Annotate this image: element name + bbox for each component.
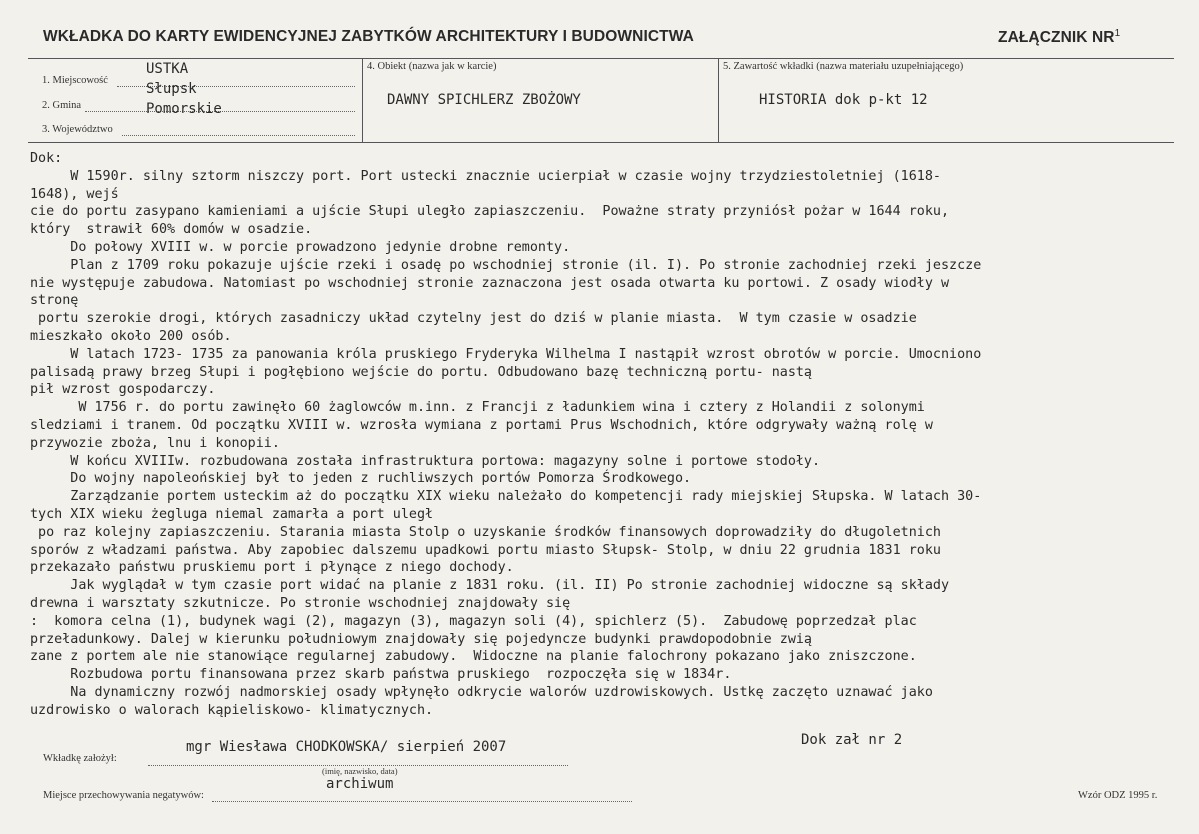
miejsce-dotline xyxy=(212,801,632,802)
zawartosc-label: 5. Zawartość wkładki (nazwa materiału uzupełniającego) xyxy=(723,61,964,72)
miejsce-value: archiwum xyxy=(326,776,394,792)
body-line: pił wzrost gospodarczy. xyxy=(30,382,216,398)
body-line: drewna i warsztaty szkutnicze. Po stronie wschodniej znajdowały się xyxy=(30,596,571,611)
body-line: Jak wyglądał w tym czasie port widać na planie z 1831 roku. (il. II) Po stronie zachodniej widoczne są składy xyxy=(30,578,950,594)
body-line: Plan z 1709 roku pokazuje ujście rzeki i osadę po wschodniej stronie (il. I). Po stronie zachodniej rzeki jeszcze xyxy=(30,257,982,273)
body-line: Zarządzanie portem usteckim aż do początku XIX wieku należało do kompetencji rady miejskiej Słupska. W latach 30- xyxy=(30,489,982,505)
header-table-divider-1 xyxy=(362,58,363,142)
body-line: Dok: xyxy=(30,151,63,166)
body-line: 1648), wejś xyxy=(30,186,119,202)
zawartosc-value: HISTORIA dok p-kt 12 xyxy=(759,92,928,108)
miejsce-label: Miejsce przechowywania negatywów: xyxy=(43,790,204,801)
body-line: nie występuje zabudowa. Natomiast po wschodniej stronie zaznaczona jest osada otwarta ku portowi. Z osady wiodły w xyxy=(30,275,950,291)
body-line: sporów z władzami państwa. Aby zapobiec dalszemu upadkowi portu miasto Słupsk- Stolp, w dniu 22 grudnia 1831 roku xyxy=(30,542,941,558)
header-table-top-line xyxy=(28,58,1174,59)
body-line: : komora celna (1), budynek wagi (2), magazyn (3), magazyn soli (4), spichlerz (5). Zabudowę poprzedzał plac xyxy=(30,613,917,629)
wojewodztwo-label: 3. Województwo xyxy=(42,124,113,135)
body-line: mieszkało około 200 osób. xyxy=(30,329,232,344)
body-line: Rozbudowa portu finansowana przez skarb państwa pruskiego rozpoczęła się w 1834r. xyxy=(30,667,732,683)
body-line: W końcu XVIIIw. rozbudowana została infrastruktura portowa: magazyny solne i portowe stodoły. xyxy=(30,453,821,469)
body-line: który strawił 60% domów w osadzie. xyxy=(30,222,313,238)
zalozyl-label: Wkładkę założył: xyxy=(43,753,117,764)
body-line: W 1590r. silny sztorm niszczy port. Port ustecki znacznie ucierpiał w czasie wojny trzydziestoletniej (1618- xyxy=(30,168,941,184)
dok-zal-note: Dok zał nr 2 xyxy=(801,732,903,748)
obiekt-label: 4. Obiekt (nazwa jak w karcie) xyxy=(367,61,497,72)
body-line: po raz kolejny zapiaszczeniu. Starania miasta Stolp o uzyskanie środków finansowych doprowadziły do długoletnich xyxy=(30,524,941,540)
body-line: stronę xyxy=(30,293,79,309)
body-line: zane z portem ale nie stanowiące regularnej zabudowy. Widoczne na planie falochrony pokazano jako zniszczone. xyxy=(30,649,917,665)
miejscowosc-value: USTKA xyxy=(146,61,189,77)
wojewodztwo-value: Pomorskie xyxy=(146,101,222,117)
form-version: Wzór ODZ 1995 r. xyxy=(1078,790,1158,801)
body-line: W latach 1723- 1735 za panowania króla pruskiego Fryderyka Wilhelma I nastąpił wzrost obrotów w porcie. Umocniono xyxy=(30,346,982,362)
body-line: cie do portu zasypano kamieniami a ujście Słupi uległo zapiaszczeniu. Poważne straty przyniósł pożar w 1644 roku, xyxy=(30,204,950,220)
zalozyl-hint: (imię, nazwisko, data) xyxy=(322,766,398,776)
body-line: W 1756 r. do portu zawinęło 60 żaglowców m.inn. z Francji z ładunkiem wina i cztery z Holandii z solonymi xyxy=(30,400,925,416)
body-line: uzdrowisko o walorach kąpieliskowo- klimatycznych. xyxy=(30,702,434,718)
body-line: przekazało państwu pruskiemu port i płynące z niego dochody. xyxy=(30,560,514,576)
body-line: portu szerokie drogi, których zasadniczy układ czytelny jest do dziś w planie miasta. W tym czasie w osadzie xyxy=(30,311,917,327)
header-table-bottom-line xyxy=(28,142,1174,143)
body-line: sledziami i tranem. Od początku XVIII w. wzrosła wymiana z portami Prus Wschodnich, które odgrywały ważną rolę w xyxy=(30,418,933,433)
gmina-label: 2. Gmina xyxy=(42,100,82,111)
body-line: Do wojny napoleońskiej był to jeden z ruchliwszych portów Pomorza Środkowego. xyxy=(30,471,692,487)
annex-label xyxy=(998,28,1120,47)
gmina-value: Słupsk xyxy=(146,81,197,97)
annex-number: 1 xyxy=(1114,28,1121,39)
body-line: przeładunkowy. Dalej w kierunku południowym znajdowały się pojedyncze budynki prawdopodobnie zwią xyxy=(30,631,812,647)
body-line: palisadą prawy brzeg Słupi i pogłębiono wejście do portu. Odbudowano bazę techniczną portu- nastą xyxy=(30,364,812,380)
document-body xyxy=(30,150,1175,720)
header-table-divider-2 xyxy=(718,58,719,142)
miejscowosc-label: 1. Miejscowość xyxy=(42,75,108,86)
zalozyl-value: mgr Wiesława CHODKOWSKA/ sierpień 2007 xyxy=(186,739,507,755)
body-line: Na dynamiczny rozwój nadmorskiej osady wpłynęło odkrycie walorów uzdrowiskowych. Ustkę zaczęto uznawać jako xyxy=(30,685,933,700)
annex-text: ZAŁĄCZNIK NR xyxy=(998,29,1115,47)
obiekt-value: DAWNY SPICHLERZ ZBOŻOWY xyxy=(387,92,581,108)
wojewodztwo-dotline xyxy=(122,135,355,136)
body-line: tych XIX wieku żegluga niemal zamarła a port uległ xyxy=(30,507,434,522)
document-title: WKŁADKA DO KARTY EWIDENCYJNEJ ZABYTKÓW ARCHITEKTURY I BUDOWNICTWA xyxy=(43,28,694,45)
body-line: Do połowy XVIII w. w porcie prowadzono jedynie drobne remonty. xyxy=(30,240,571,255)
body-line: przywozie zboża, lnu i konopii. xyxy=(30,435,280,451)
